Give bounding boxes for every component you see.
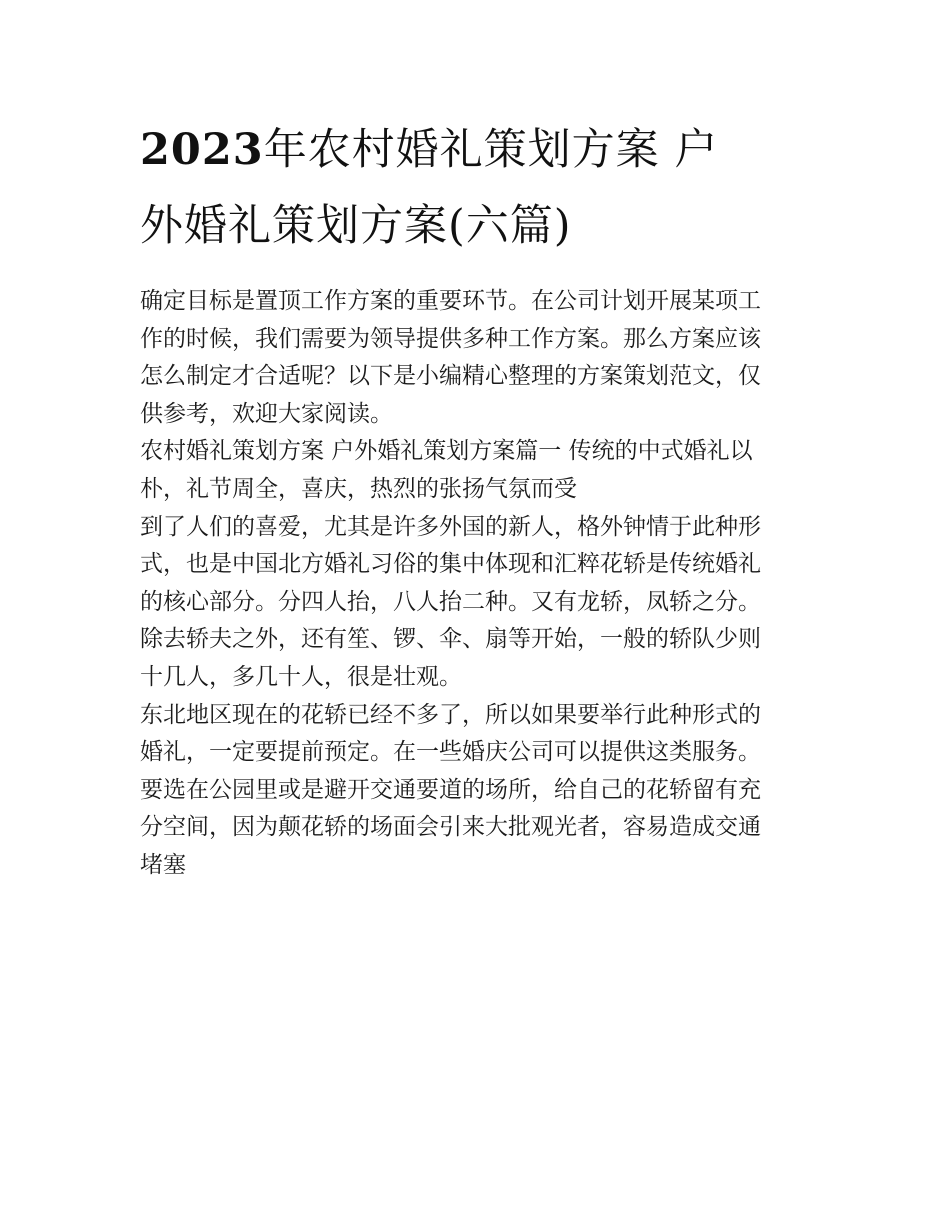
text-line: 十几人，多几十人，很是壮观。 <box>140 663 462 690</box>
title-line-1 <box>140 112 820 188</box>
paragraph-intro <box>140 283 816 433</box>
text-line: 朴，礼节周全，喜庆，热烈的张扬气氛而受 <box>140 475 577 502</box>
paragraph-northeast <box>140 697 816 885</box>
title-line-1-text: 年农村婚礼策划方案 户 <box>263 125 719 175</box>
text-line: 确定目标是置顶工作方案的重要环节。在公司计划开展某项工 <box>140 288 761 314</box>
paragraph-sedan-chair <box>140 509 816 697</box>
text-line: 的核心部分。分四人抬，八人抬二种。又有龙轿，凤轿之分。 <box>140 588 761 615</box>
text-line: 分空间，因为颠花轿的场面会引来大批观光者，容易造成交通 <box>140 814 761 841</box>
text-line: 东北地区现在的花轿已经不多了，所以如果要举行此种形式的 <box>140 701 761 728</box>
text-line: 除去轿夫之外，还有笙、锣、伞、扇等开始，一般的轿队少则 <box>140 626 761 653</box>
text-line: 堵塞 <box>140 851 186 878</box>
paragraph-section-heading <box>140 433 816 508</box>
text-line: 供参考，欢迎大家阅读。 <box>140 400 393 427</box>
text-line: 怎么制定才合适呢？以下是小编精心整理的方案策划范文，仅 <box>140 363 761 390</box>
text-line: 到了人们的喜爱，尤其是许多外国的新人，格外钟情于此种形 <box>140 513 761 540</box>
document-title <box>140 112 820 264</box>
text-line: 婚礼，一定要提前预定。在一些婚庆公司可以提供这类服务。 <box>140 739 761 766</box>
document-body <box>140 283 816 885</box>
text-line: 要选在公园里或是避开交通要道的场所，给自己的花轿留有充 <box>140 776 761 803</box>
text-line: 式，也是中国北方婚礼习俗的集中体现和汇粹花轿是传统婚礼 <box>140 551 761 578</box>
title-line-2: 外婚礼策划方案(六篇) <box>140 201 572 251</box>
text-line: 农村婚礼策划方案 户外婚礼策划方案篇一 传统的中式婚礼以 <box>140 438 753 465</box>
title-year: 2023 <box>140 125 264 175</box>
text-line: 作的时候，我们需要为领导提供多种工作方案。那么方案应该 <box>140 325 761 352</box>
